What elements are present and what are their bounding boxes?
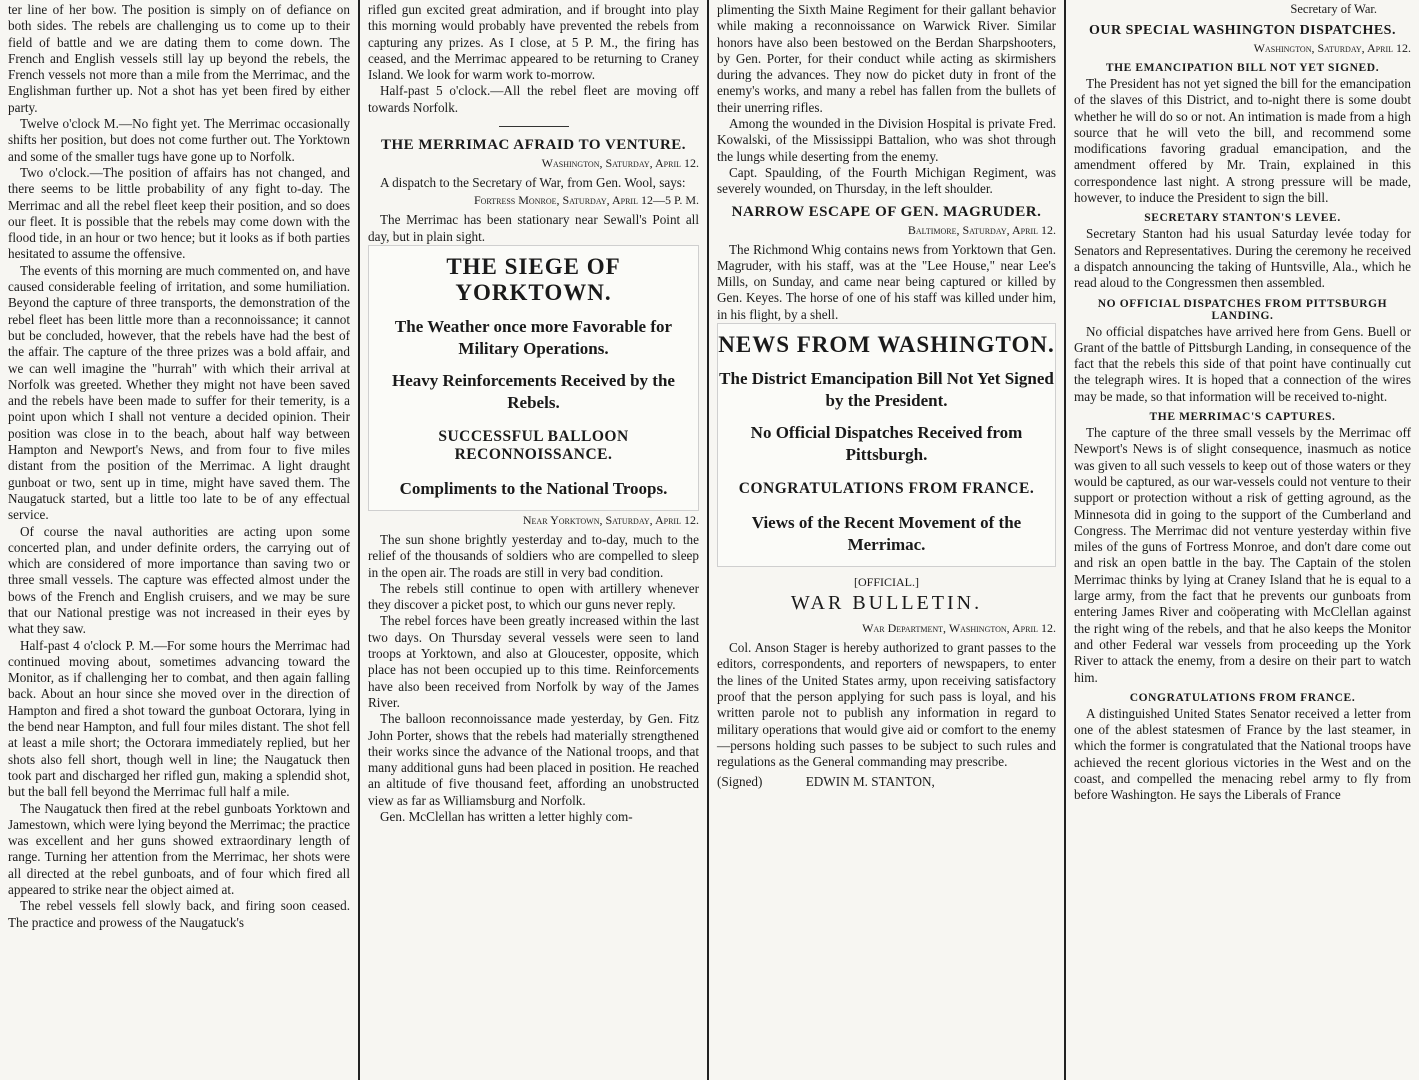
subheading: CONGRATULATIONS FROM FRANCE.	[1129, 691, 1356, 704]
signature-line	[717, 774, 1056, 790]
paragraph: The President has not yet signed the bill for the emancipation of the slaves of this District, and to-night there is some doubt whether he will do so or not. An intimation is made from a high source that he will veto the bill, and recommend some modifications favoring gradual emancipation, and the amendment offered by Mr. Train, explained in this correspondence last night. A strong pressure will be made, however, to induce the President to sign the bill.	[1074, 76, 1411, 206]
paragraph: Col. Anson Stager is hereby authorized to grant passes to the editors, correspondents, and reporters of newspapers, to enter the lines of the United States army, upon receiving satisfactory proof that the person applying for such pass is loyal, and his written parole not to publish any information in regard to military operations that would give aid or comfort to the enemy—persons holding such passes to be subject to such rules and regulations as the General commanding may prescribe.	[717, 640, 1056, 770]
paragraph: The Richmond Whig contains news from Yorktown that Gen. Magruder, with his staff, was at the "Lee House," near Lee's Mills, on Sunday, and came near being captured or killed by Gen. Keyes. The horse of one of his staff was killed under him, in his flight, by a shell.	[717, 241, 1056, 322]
headline-deck: The District Emancipation Bill Not Yet Signed by the President.	[719, 369, 1054, 411]
paragraph: The Merrimac has been stationary near Sewall's Point all day, but in plain sight.	[368, 212, 699, 244]
headline: THE SIEGE OF YORKTOWN.	[446, 253, 621, 305]
paragraph: The Naugatuck then fired at the rebel gunboats Yorktown and Jamestown, which were lying beyond the Merrimac; the practice was excellent and her guns showed extraordinary length of range. Turning her attention from the Merrimac, her shots were all directed at the rebel gunboats, and of four which fired all appeared to strike near the object aimed at.	[8, 800, 350, 898]
section-heading: NARROW ESCAPE OF GEN. MAGRUDER.	[731, 203, 1042, 220]
column-1	[0, 0, 358, 1080]
paragraph: The capture of the three small vessels by the Merrimac off Newport's News is of slight consequence, inasmuch as notice was given to all such vessels to keep out of those waters or they would be captured, as our war-vessels could not venture to their support or protection without a risk of getting aground, as the Minnesota did in going to the support of the Cumberland and Congress. The Merrimac did not venture yesterday within five miles of the guns of Fortress Monroe, and don't dare come out and risk an open battle in the bay. The Captain of the stolen Merrimac thinks by lying at Craney Island that he is equal to a large army, from the fact that he prevents our gunboats from entering James River and coöperating with McClellan against the right wing of the rebels, and that he also keeps the Monitor and other Federal war vessels from proceeding up the York River to attack the enemy, from a desire on their part to watch him.	[1074, 425, 1412, 685]
divider	[499, 126, 569, 127]
column-3	[709, 0, 1064, 1080]
column-4	[1066, 0, 1419, 1080]
paragraph: Half-past 5 o'clock.—All the rebel fleet are moving off towards Norfolk.	[368, 83, 699, 115]
paragraph: Twelve o'clock M.—No fight yet. The Merrimac occasionally shifts her position, but does not come further out. The Yorktown and some of the smaller tugs have gone up to Norfolk.	[8, 116, 350, 164]
paragraph: The rebel vessels fell slowly back, and firing soon ceased. The practice and prowess of the Naugatuck's	[8, 898, 350, 930]
paragraph: The rebel forces have been greatly increased within the last two days. On Thursday several vessels were seen to land troops at Yorktown, and also at Gloucester, opposite, which place has not been occupied up to this time. Reinforcements have also been received from Norfolk by way of the James River.	[368, 613, 699, 710]
headline-deck: Views of the Recent Movement of the Merrimac.	[751, 513, 1022, 555]
signed-label: (Signed)	[717, 774, 763, 790]
section-heading: OUR SPECIAL WASHINGTON DISPATCHES.	[1089, 23, 1396, 38]
dateline: Washington, Saturday, April 12.	[1253, 41, 1411, 55]
paragraph: A distinguished United States Senator received a letter from one of the ablest statesmen of France by the last steamer, in which the former is congratulated that the National troops have achieved the recent glorious victories in the West and on the coast, and compelled the menacing rebel army to fly from before Washington. He says the Liberals of France	[1074, 705, 1411, 803]
paragraph: Of course the naval authorities are acting upon some concerted plan, and under definite orders, the carrying out of which are considered of more importance than saving two or three small vessels. The capture was effected almost under the bows of the French and English cruisers, and we may be sure that our National prestige was not increased in their eyes by what they saw.	[8, 523, 350, 637]
headline-deck: The Weather once more Favorable for Military Operations.	[394, 316, 673, 358]
paragraph: Gen. McClellan has written a letter highly com-	[380, 809, 633, 825]
paragraph: Among the wounded in the Division Hospital is private Fred. Kowalski, of the Mississippi Battalion, who was shot through the lungs while deserting from the enemy.	[717, 116, 1056, 164]
dateline: Baltimore, Saturday, April 12.	[907, 222, 1056, 237]
paragraph: ter line of her bow. The position is simply on of defiance on both sides. The rebels are challenging us to come up to their field of battle and we are dating them to come down. The French and English vessels still lay up beyond the rebels, the French vessels not more than a mile from the Merrimac, and the Englishman further up. Not a shot has yet been fired by either party.	[8, 2, 350, 115]
paragraph: Capt. Spaulding, of the Fourth Michigan Regiment, was severely wounded, on Thursday, in the left shoulder.	[717, 164, 1056, 197]
paragraph: The sun shone brightly yesterday and to-day, much to the relief of the thousands of soldiers who are compelled to sleep in the open air. The roads are still in very bad condition.	[368, 531, 699, 580]
paragraph: The events of this morning are much commented on, and have caused considerable feeling of irritation, and some humiliation. Beyond the capture of three transports, the demonstration of the rebel fleet has been little more than a reconnoissance; it cannot but be concluded, however, that the rebels have had the best of the affair. The capture of the three prizes was a bold affair, and we can well imagine the "hurrah" with which their arrival at Norfolk was greeted. Whether they might not have been saved and the rebels have been made to suffer for their temerity, is a point upon which I shall not venture a decided opinion. Their position was close in to the beach, about half way between Hampton and Newport's News, and from four to five miles distant from the position of the Merrimac. A light draught gunboat or two, sent up in time, might have saved them. The Naugatuck started, but a little too late to be of any effectual service.	[8, 262, 350, 523]
signature-title: Secretary of War.	[1290, 2, 1377, 16]
headline-block	[717, 323, 1056, 567]
headline: NEWS FROM WASHINGTON.	[718, 332, 1055, 358]
column-2	[360, 0, 707, 1080]
paragraph: Secretary Stanton had his usual Saturday levée today for Senators and Representatives. During the ceremony he received a dispatch announcing the taking of Huntsville, Ala., which he read aloud to the Congressmen then assembled.	[1074, 226, 1411, 291]
paragraph: Half-past 4 o'clock P. M.—For some hours the Merrimac had continued moving about, sometimes advancing toward the Monitor, as if challenging her to combat, and then again falling back. About an hour since she moved over in the direction of Hampton and fired a shot toward the gunboat Octorara, lying in the bend near Hampton, and full four miles distant. The shot fell at least a mile short; the Octorara immediately replied, but her shots also fell short, though well in line; the Naugatuck then took part and discharged her rifled gun, making a splendid shot, but the ball fell beyond the Merrimac full half a mile.	[8, 637, 350, 800]
subheading: NO OFFICIAL DISPATCHES FROM PITTSBURGH LANDING.	[1097, 297, 1388, 322]
headline-deck: Compliments to the National Troops.	[399, 478, 668, 498]
paragraph: plimenting the Sixth Maine Regiment for their gallant behavior while making a reconnoissance on Warwick River. Similar honors have also been bestowed on the Berdan Sharpshooters, by Gen. Porter, for their conduct while acting as skirmishers during the advances. They now do picket duty in front of the enemy's works, and many a rebel has fallen from the bullets of their unerring rifles.	[717, 2, 1056, 115]
headline-deck: CONGRATULATIONS FROM FRANCE.	[738, 480, 1035, 498]
subheading: THE EMANCIPATION BILL NOT YET SIGNED.	[1105, 62, 1380, 74]
dateline: War Department, Washington, April 12.	[862, 621, 1056, 636]
paragraph: rifled gun excited great admiration, and if brought into play this morning would probably have prevented the rebels from capturing any prizes. As I close, at 5 P. M., the firing has ceased, and the Merrimac appeared to be returning to Craney Island. We look for warm work to-morrow.	[368, 2, 699, 83]
paragraph: The rebels still continue to open with artillery whenever they discover a picket post, to which our guns never reply.	[368, 580, 699, 613]
dateline: Near Yorktown, Saturday, April 12.	[522, 512, 699, 527]
signature-name: EDWIN M. STANTON,	[805, 774, 935, 790]
dateline: Fortress Monroe, Saturday, April 12—5 P. M.	[473, 193, 699, 208]
official-label: [OFFICIAL.]	[854, 575, 919, 590]
subheading: THE MERRIMAC'S CAPTURES.	[1149, 411, 1336, 424]
headline-deck: Heavy Reinforcements Received by the Rebels.	[392, 370, 675, 412]
paragraph: The balloon reconnoissance made yesterday, by Gen. Fitz John Porter, shows that the rebels had materially strengthened their works since the advance of the National troops, and that many additional guns had been placed in position. He reached an altitude of five thousand feet, affording an unobstructed view as far as Williamsburg and Norfolk.	[368, 711, 699, 808]
subheading: SECRETARY STANTON'S LEVEE.	[1144, 212, 1341, 225]
headline-block	[368, 245, 699, 511]
paragraph: A dispatch to the Secretary of War, from Gen. Wool, says:	[380, 175, 686, 191]
headline-deck: SUCCESSFUL BALLOON RECONNOISSANCE.	[438, 427, 629, 463]
headline-deck: No Official Dispatches Received from Pittsburgh.	[750, 423, 1023, 465]
section-heading: THE MERRIMAC AFRAID TO VENTURE.	[380, 137, 687, 154]
dateline: Washington, Saturday, April 12.	[541, 156, 699, 171]
bulletin-heading: WAR BULLETIN.	[790, 592, 983, 615]
paragraph: Two o'clock.—The position of affairs has not changed, and there seems to be little probability of any fight to-day. The Merrimac and all the rebel fleet keep their position, and so does our fleet. It is possible that the rebels may come down with the flood tide, in an hour or two hence; but it looks as if both parties hesitated to assume the offensive.	[8, 164, 350, 262]
paragraph: No official dispatches have arrived here from Gens. Buell or Grant of the battle of Pittsburgh Landing, in consequence of the fact that the rebels this side of that point have continually cut the telegraph wires. It is hoped that a connection of the wires may be made, so that information will be received to-night.	[1074, 323, 1411, 404]
